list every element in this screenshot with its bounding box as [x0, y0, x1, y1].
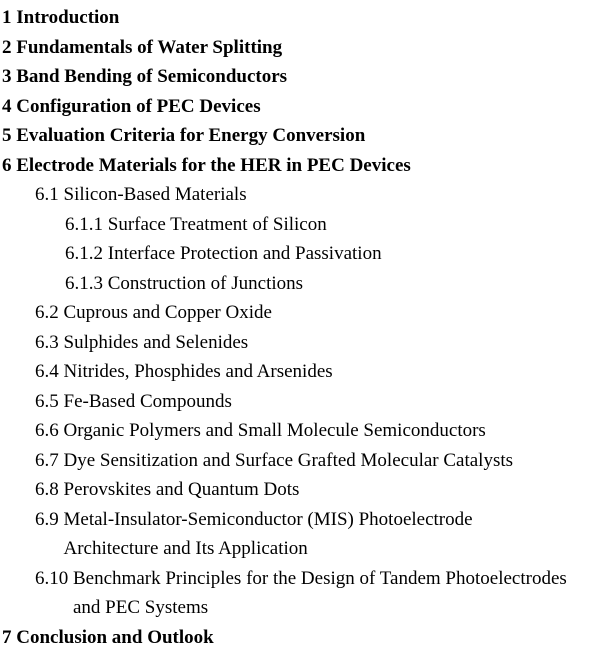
toc-entry-title-block	[108, 239, 382, 269]
toc-entry	[2, 121, 600, 151]
toc-entry-number: 6.6	[35, 420, 59, 441]
toc-entry-number: 6.2	[35, 302, 59, 323]
toc-entry-title: Metal-Insulator-Semiconductor (MIS) Photoelectrode	[63, 508, 473, 530]
toc-entry-number: 6.1.3	[65, 272, 103, 294]
toc-entry-title-block	[64, 328, 249, 358]
toc-entry-title-block	[16, 92, 260, 122]
toc-entry-number: 6.10	[35, 567, 69, 589]
toc-entry-number: 2	[2, 36, 12, 58]
toc-entry	[2, 328, 600, 358]
toc-entry-title: Configuration of PEC Devices	[16, 95, 261, 117]
toc-entry-title: Electrode Materials for the HER in PEC Devices	[16, 154, 411, 176]
toc-entry-title-block	[16, 33, 282, 63]
toc-entry-number: 7	[2, 626, 12, 648]
toc-entry-title: Perovskites and Quantum Dots	[63, 479, 300, 500]
toc-entry-title: Introduction	[16, 7, 120, 28]
toc-entry	[2, 180, 600, 210]
toc-entry	[2, 564, 600, 623]
toc-entry-title-block	[73, 564, 567, 623]
toc-entry	[2, 151, 600, 181]
toc-entry-title-continuation: and PEC Systems	[73, 597, 209, 618]
toc-entry-title-block	[16, 151, 411, 181]
toc-entry	[2, 3, 600, 33]
table-of-contents	[2, 3, 600, 652]
toc-entry	[2, 357, 600, 387]
toc-entry-title-block	[16, 62, 287, 92]
toc-entry-number: 6.1.1	[65, 213, 103, 235]
toc-entry-title: Surface Treatment of Silicon	[107, 213, 327, 235]
toc-entry-title: Band Bending of Semiconductors	[16, 66, 288, 87]
toc-entry-number: 6.4	[35, 361, 59, 382]
toc-entry-title-block	[16, 121, 365, 151]
toc-entry-title-block	[64, 416, 486, 446]
toc-entry-title-continuation: Architecture and Its Application	[63, 538, 308, 559]
toc-entry	[2, 33, 600, 63]
toc-entry-title: Fundamentals of Water Splitting	[16, 36, 283, 58]
toc-entry-number: 1	[2, 7, 12, 28]
toc-entry-number: 5	[2, 125, 12, 146]
toc-entry-number: 3	[2, 66, 12, 87]
toc-entry-number: 6.8	[35, 479, 59, 500]
toc-entry-title: Construction of Junctions	[107, 272, 304, 294]
toc-entry-title-block	[108, 210, 327, 240]
toc-entry-title-block	[16, 623, 213, 653]
toc-entry	[2, 505, 600, 564]
toc-entry-number: 4	[2, 95, 12, 117]
toc-entry-title: Dye Sensitization and Surface Grafted Molecular Catalysts	[63, 449, 514, 471]
toc-entry	[2, 92, 600, 122]
toc-entry	[2, 210, 600, 240]
toc-entry-number: 6.9	[35, 508, 59, 530]
toc-entry-title: Benchmark Principles for the Design of Tandem Photoelectrodes	[73, 567, 567, 589]
toc-entry	[2, 475, 600, 505]
toc-entry-title-block	[64, 298, 272, 328]
toc-entry	[2, 62, 600, 92]
toc-entry-number: 6.1.2	[65, 243, 103, 264]
toc-entry	[2, 446, 600, 476]
toc-entry	[2, 269, 600, 299]
toc-entry-title-block	[64, 505, 473, 564]
toc-entry	[2, 239, 600, 269]
toc-entry	[2, 298, 600, 328]
toc-entry-title: Evaluation Criteria for Energy Conversion	[16, 125, 366, 146]
toc-entry-title: Nitrides, Phosphides and Arsenides	[63, 361, 333, 382]
toc-entry-title-block	[108, 269, 303, 299]
toc-entry-title: Organic Polymers and Small Molecule Semiconductors	[63, 420, 486, 441]
toc-entry-title: Silicon-Based Materials	[63, 184, 247, 205]
toc-entry-title-block	[64, 446, 514, 476]
toc-entry-title-block	[64, 475, 300, 505]
toc-entry-title: Sulphides and Selenides	[63, 331, 249, 353]
toc-entry-number: 6.1	[35, 184, 59, 205]
toc-entry-title-block	[64, 387, 232, 417]
toc-entry-number: 6.7	[35, 449, 59, 471]
toc-entry-title: Interface Protection and Passivation	[107, 243, 382, 264]
toc-entry-title-block	[64, 357, 333, 387]
toc-entry-title: Conclusion and Outlook	[16, 626, 214, 648]
toc-entry-title: Fe-Based Compounds	[63, 390, 232, 412]
toc-entry-number: 6.5	[35, 390, 59, 412]
toc-entry	[2, 387, 600, 417]
toc-entry-title-block	[16, 3, 119, 33]
toc-entry-number: 6.3	[35, 331, 59, 353]
toc-entry-number: 6	[2, 154, 12, 176]
toc-entry-title-block	[64, 180, 247, 210]
toc-entry	[2, 623, 600, 653]
toc-entry-title: Cuprous and Copper Oxide	[63, 302, 272, 323]
toc-entry	[2, 416, 600, 446]
